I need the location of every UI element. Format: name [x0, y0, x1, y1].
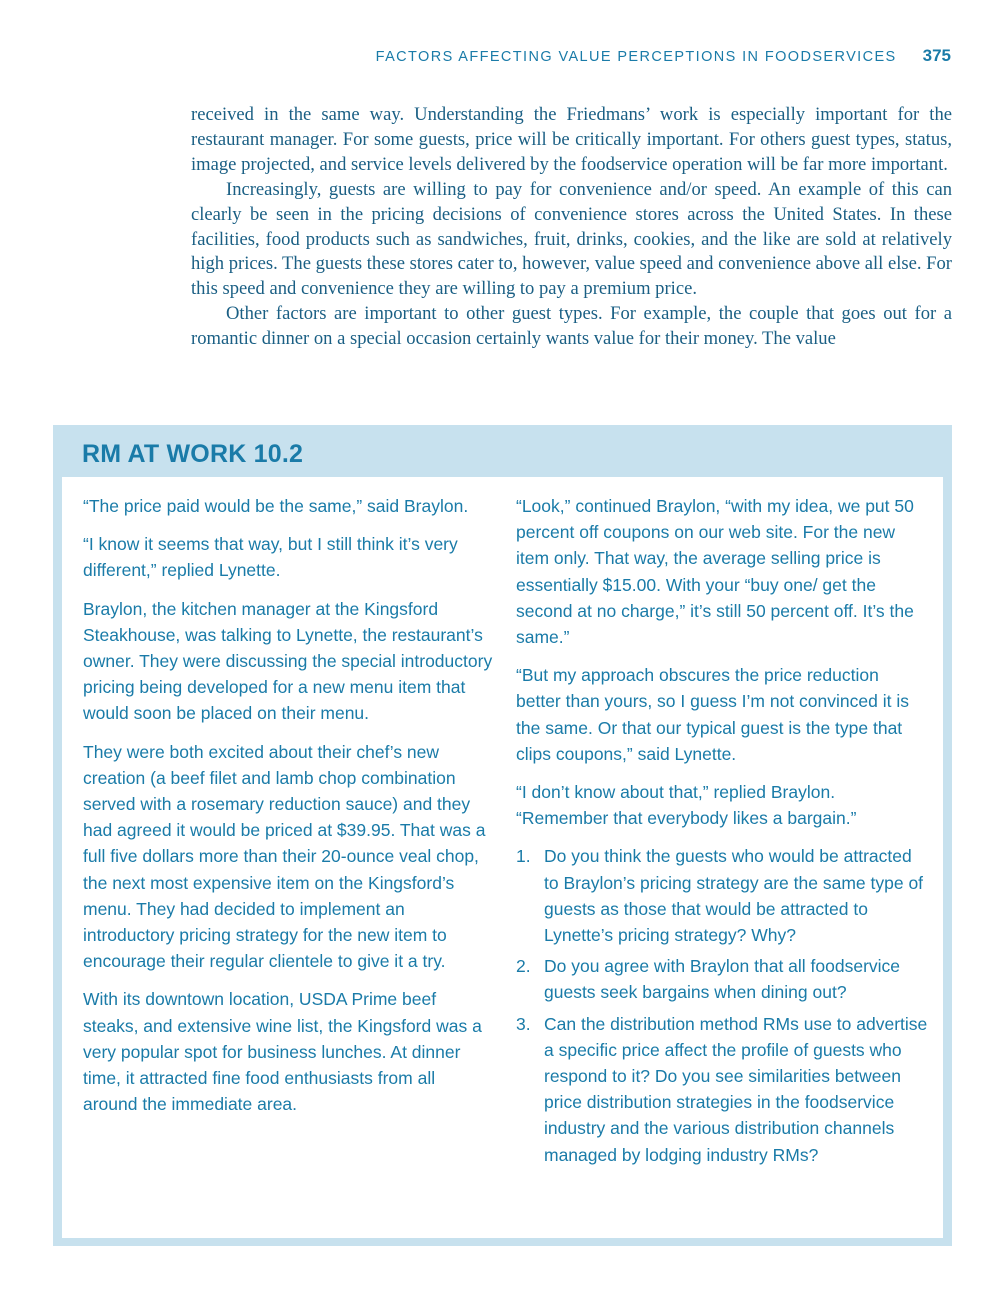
question-number: 3. — [516, 1013, 531, 1034]
box-paragraph: With its downtown location, USDA Prime beef steaks, and extensive wine list, the Kingsford was a very popular spot for business lunches. At dinner time, it attracted fine food enthusiasts from all around the immediate area. — [83, 989, 482, 1115]
box-left-column — [83, 493, 493, 1129]
body-paragraph: Increasingly, guests are willing to pay for convenience and/or speed. An example of this can clearly be seen in the pricing decisions of convenience stores across the United States. In these facilities, food products such as sandwiches, fruit, drinks, cookies, and the like are sold at relatively high prices. The guests these stores cater to, however, value speed and convenience above all else. For this speed and convenience they are willing to pay a premium price. — [191, 178, 952, 300]
box-title: RM AT WORK 10.2 — [82, 440, 304, 468]
box-right-column — [516, 493, 928, 1173]
question-number: 2. — [516, 956, 531, 977]
question-text: Do you think the guests who would be attracted to Braylon’s pricing strategy are the same type of guests as those that would be attracted to Lynette’s pricing strategy? Why? — [544, 846, 924, 946]
discussion-questions — [516, 843, 928, 1167]
body-paragraph: received in the same way. Understanding the Friedmans’ work is especially important for the restaurant manager. For some guests, price will be critically important. For others guest types, status, image projected, and service levels delivered by the foodservice operation will be far more important. — [191, 104, 952, 175]
box-paragraph: “Look,” continued Braylon, “with my idea, we put 50 percent off coupons on our web site. For the new item only. That way, the average selling price is essentially $15.00. With your “buy one/ get the second at no charge,” it’s still 50 percent off. It’s the same.” — [516, 496, 914, 648]
box-paragraph: “I know it seems that way, but I still think it’s very different,” replied Lynette. — [83, 534, 458, 581]
question-item — [516, 843, 928, 948]
question-item — [516, 1011, 928, 1168]
box-paragraph: “The price paid would be the same,” said Braylon. — [83, 496, 469, 516]
box-paragraph: They were both excited about their chef’s new creation (a beef filet and lamb chop combination served with a rosemary reduction sauce) and they had agreed it would be priced at $39.95. That was a full five dollars more than their 20-ounce veal chop, the next most expensive item on the Kingsford’s menu. They had decided to implement an introductory pricing strategy for the new item to encourage their regular clientele to give it a try. — [83, 741, 486, 972]
running-head — [190, 46, 951, 66]
running-title: FACTORS AFFECTING VALUE PERCEPTIONS IN FOODSERVICES — [375, 49, 897, 65]
box-paragraph: Braylon, the kitchen manager at the Kingsford Steakhouse, was talking to Lynette, the restaurant’s owner. They were discussing the special introductory pricing being developed for a new menu item that would soon be placed on their menu. — [83, 598, 493, 724]
question-text: Can the distribution method RMs use to advertise a specific price affect the profile of guests who respond to it? Do you see similarities between price distribution strategies in the foodservice industry and the various distribution channels managed by lodging industry RMs? — [544, 1013, 928, 1165]
body-paragraph: Other factors are important to other guest types. For example, the couple that goes out for a romantic dinner on a special occasion certainly wants value for their money. The value — [191, 303, 952, 350]
question-item — [516, 953, 928, 1005]
box-paragraph: “I don’t know about that,” replied Braylon. “Remember that everybody likes a bargain.” — [516, 782, 857, 829]
question-number: 1. — [516, 846, 531, 867]
page-number: 375 — [922, 46, 951, 65]
box-paragraph: “But my approach obscures the price reduction better than yours, so I guess I’m not convinced it is the same. Or that our typical guest is the type that clips coupons,” said Lynette. — [516, 665, 909, 764]
rm-at-work-box — [53, 425, 952, 1246]
box-content — [62, 477, 943, 1238]
body-text — [191, 103, 952, 352]
question-text: Do you agree with Braylon that all foodservice guests seek bargains when dining out? — [544, 956, 901, 1003]
